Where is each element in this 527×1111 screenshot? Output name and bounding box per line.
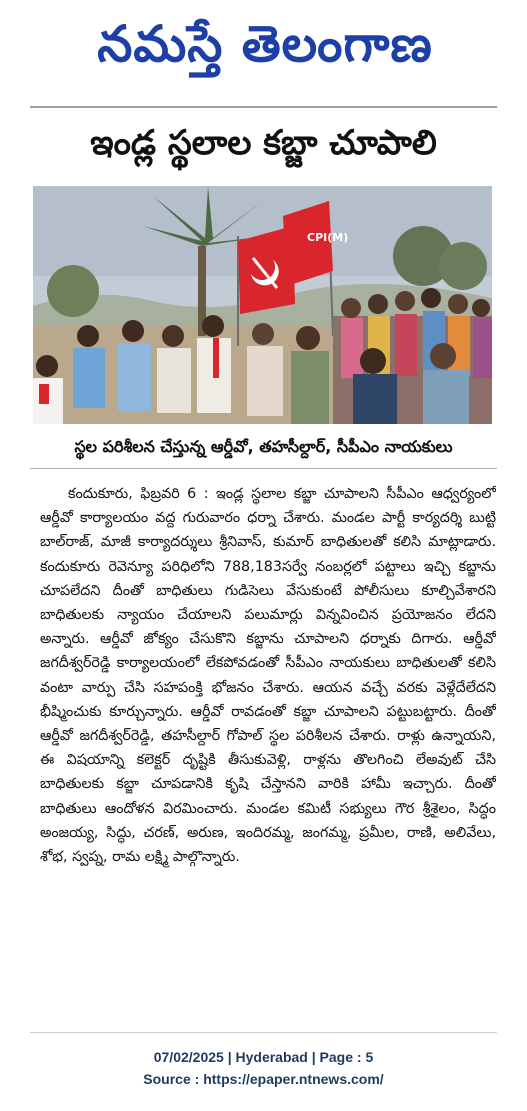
footer-divider <box>30 1032 497 1033</box>
article-body: కందుకూరు, ఫిబ్రవరి 6 : ఇండ్ల స్థలాల కబ్జా చూపాలని సీపీఎం ఆధ్వర్యంలో ఆర్డీవో కార్యాలయం వద్ద గురువారం ధర్నా చేశారు. మండల పార్టీ కార్యదర్శి బుట్టి బాల్‌రాజ్, మాజీ కార్యాదర్శులు శ్రీనివాస్, కుమార్ బాధితులతో కలిసి మాట్లాడారు. కందుకూరు రెవెన్యూ పరిధిలోని 788,183సర్వే నంబర్లలో పట్టాలు ఇచ్చి కబ్జాను చూపలేదని దీంతో బాధితులు గుడిసెలు వేసుకుంటే పోలీసులు కూల్చివేశారని బాధితులకు న్యాయం చేయాలని పలుమార్లు విన్నవించిన ప్రయోజనం లేదని అన్నారు. ఆర్డీవో జోక్యం చేసుకొని కబ్జాను చూపాలని ధర్నాకు దిగారు. ఆర్డీవో జగదీశ్వర్‌రెడ్డి కార్యాలయంలో లేకపోవడంతో సీపీఎం నాయకులు బాధితులతో కలిసి వంటా వార్పు చేసి సహపంక్తి భోజనం చేశారు. ఆయన వచ్చే వరకు వెళ్లేదేలేదని భీష్మించుకు కూర్చున్నారు. ఆర్డీవో రావడంతో కబ్జా చూపాలని పట్టుబట్టారు. దీంతో ఆర్డీవో జగదీశ్వర్‌రెడ్డి, తహసీల్దార్ గోపాల్ స్థల పరిశీలన చేశారు. రాళ్లు ఉన్నాయని, ఈ విషయాన్ని కలెక్టర్ దృష్టికి తీసుకువెళ్లి, రాళ్లను తొలగించి లేఅవుట్ చేసి బాధితులకు కబ్జా చూపడానికి కృషి చేస్తానని వారికి హామీ ఇచ్చారు. దీంతో బాధితులు ఆందోళన విరమించారు. మండల కమిటీ సభ్యులు గౌర శ్రీశైలం, సిద్ధం అంజయ్య, సిద్ధు, చరణ్, అరుణ, ఇందిరమ్మ, జంగమ్మ, ప్రమీల, రాణి, అలివేలు, శోభ, స్వప్న, రామ లక్ష్మి పాల్గొన్నారు. <box>40 486 496 866</box>
caption-divider <box>30 468 497 469</box>
article-headline: ఇండ్ల స్థలాల కబ్జా చూపాలి <box>90 123 437 163</box>
article-photo <box>33 186 492 424</box>
edition-info: 07/02/2025 | Hyderabad | Page : 5 <box>153 1049 374 1065</box>
masthead-divider <box>30 106 497 108</box>
masthead-title: నమస్తే తెలంగాణ <box>97 14 433 73</box>
flag-label: CPI(M) <box>307 231 349 244</box>
source-link[interactable]: Source : https://epaper.ntnews.com/ <box>143 1071 384 1087</box>
photo-caption: స్థల పరిశీలన చేస్తున్న ఆర్డీవో, తహసీల్దార్, సీపీఎం నాయకులు <box>74 437 453 456</box>
